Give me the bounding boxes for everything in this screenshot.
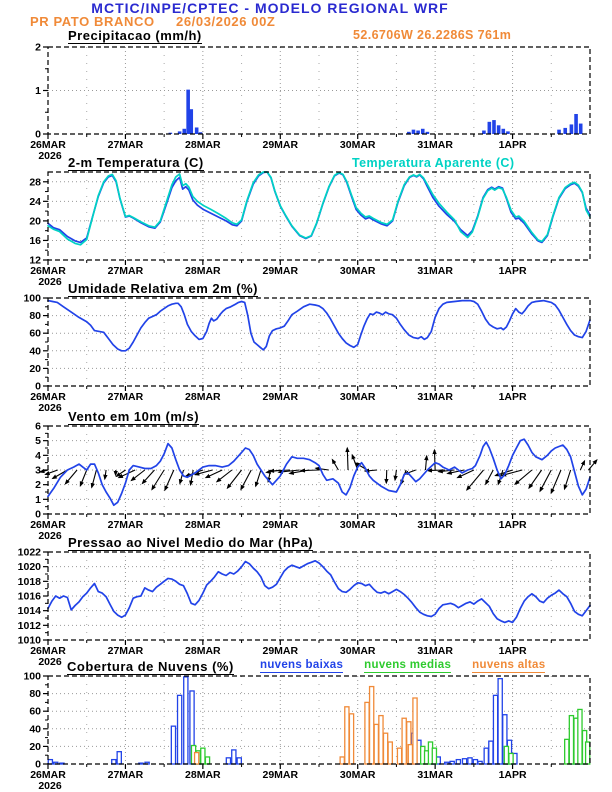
svg-text:28MAR: 28MAR xyxy=(185,769,221,781)
svg-text:29MAR: 29MAR xyxy=(262,139,299,151)
svg-text:2: 2 xyxy=(35,479,41,492)
svg-text:30MAR: 30MAR xyxy=(339,139,376,151)
svg-text:1020: 1020 xyxy=(17,561,41,574)
svg-text:31MAR: 31MAR xyxy=(417,139,453,151)
svg-text:5: 5 xyxy=(35,435,41,448)
panel-title-precipitation: Precipitacao (mm/h) xyxy=(68,28,202,43)
svg-text:27MAR: 27MAR xyxy=(107,769,144,781)
svg-text:26MAR: 26MAR xyxy=(30,645,66,657)
svg-text:31MAR: 31MAR xyxy=(417,519,453,531)
panel-title-humidity: Umidade Relativa em 2m (%) xyxy=(68,281,259,296)
svg-text:31MAR: 31MAR xyxy=(417,769,453,781)
svg-text:30MAR: 30MAR xyxy=(339,769,376,781)
svg-text:80: 80 xyxy=(29,688,41,701)
svg-text:30MAR: 30MAR xyxy=(339,391,376,403)
svg-text:0: 0 xyxy=(35,758,41,771)
svg-text:1018: 1018 xyxy=(17,575,41,588)
svg-text:100: 100 xyxy=(23,670,41,683)
svg-text:16: 16 xyxy=(29,234,41,247)
svg-text:3: 3 xyxy=(35,464,41,477)
svg-text:2: 2 xyxy=(35,41,41,54)
svg-text:1APR: 1APR xyxy=(498,265,527,277)
svg-text:26MAR: 26MAR xyxy=(30,519,66,531)
run-datetime-label: 26/03/2026 00Z xyxy=(176,14,276,29)
panel-title-temperature: 2-m Temperatura (C) xyxy=(68,155,204,170)
svg-text:60: 60 xyxy=(29,327,41,340)
svg-text:28MAR: 28MAR xyxy=(185,645,221,657)
svg-text:0: 0 xyxy=(35,508,41,521)
svg-text:80: 80 xyxy=(29,310,41,323)
svg-text:1: 1 xyxy=(35,493,41,506)
svg-text:29MAR: 29MAR xyxy=(262,265,299,277)
svg-text:27MAR: 27MAR xyxy=(107,519,144,531)
svg-text:26MAR: 26MAR xyxy=(30,265,66,277)
svg-text:28MAR: 28MAR xyxy=(185,139,221,151)
svg-text:2026: 2026 xyxy=(38,656,62,668)
svg-text:31MAR: 31MAR xyxy=(417,645,453,657)
station-label: PR PATO BRANCO xyxy=(30,14,155,29)
svg-text:60: 60 xyxy=(29,705,41,718)
svg-text:0: 0 xyxy=(35,380,41,393)
svg-text:1010: 1010 xyxy=(17,634,41,647)
svg-text:26MAR: 26MAR xyxy=(30,769,66,781)
svg-text:12: 12 xyxy=(29,254,41,267)
svg-text:20: 20 xyxy=(29,362,41,375)
svg-text:27MAR: 27MAR xyxy=(107,391,144,403)
legend-label: nuvens medias xyxy=(364,659,452,671)
svg-text:27MAR: 27MAR xyxy=(107,645,144,657)
svg-text:2026: 2026 xyxy=(38,150,62,162)
svg-text:30MAR: 30MAR xyxy=(339,519,376,531)
svg-text:1APR: 1APR xyxy=(498,769,527,781)
svg-text:40: 40 xyxy=(29,723,41,736)
svg-text:6: 6 xyxy=(35,420,41,433)
svg-text:40: 40 xyxy=(29,345,41,358)
panel-title-pressure: Pressao ao Nivel Medio do Mar (hPa) xyxy=(68,535,314,550)
svg-text:1016: 1016 xyxy=(17,590,41,603)
svg-text:29MAR: 29MAR xyxy=(262,645,299,657)
svg-text:26MAR: 26MAR xyxy=(30,139,66,151)
svg-text:26MAR: 26MAR xyxy=(30,391,66,403)
svg-text:1012: 1012 xyxy=(17,619,41,632)
svg-text:27MAR: 27MAR xyxy=(107,265,144,277)
svg-text:1APR: 1APR xyxy=(498,645,527,657)
svg-text:1APR: 1APR xyxy=(498,391,527,403)
svg-text:20: 20 xyxy=(29,215,41,228)
svg-text:2026: 2026 xyxy=(38,780,62,792)
svg-text:0: 0 xyxy=(35,128,41,141)
svg-text:31MAR: 31MAR xyxy=(417,391,453,403)
svg-text:1: 1 xyxy=(35,85,41,97)
panel-title-wind: Vento em 10m (m/s) xyxy=(68,409,200,424)
svg-text:29MAR: 29MAR xyxy=(262,391,299,403)
legend-label: nuvens altas xyxy=(472,659,546,671)
svg-text:30MAR: 30MAR xyxy=(339,645,376,657)
svg-text:31MAR: 31MAR xyxy=(417,265,453,277)
svg-text:4: 4 xyxy=(35,449,41,462)
svg-text:30MAR: 30MAR xyxy=(339,265,376,277)
svg-text:24: 24 xyxy=(29,195,41,208)
svg-text:2026: 2026 xyxy=(38,402,62,414)
page-title: MCTIC/INPE/CPTEC - MODELO REGIONAL WRF xyxy=(91,0,449,16)
svg-text:29MAR: 29MAR xyxy=(262,519,299,531)
svg-text:28MAR: 28MAR xyxy=(185,519,221,531)
svg-text:1APR: 1APR xyxy=(498,519,527,531)
svg-text:1014: 1014 xyxy=(17,605,41,618)
svg-text:1APR: 1APR xyxy=(498,139,527,151)
svg-text:29MAR: 29MAR xyxy=(262,769,299,781)
apparent-temperature-label: Temperatura Aparente (C) xyxy=(352,156,515,170)
svg-text:20: 20 xyxy=(29,740,41,753)
svg-text:2026: 2026 xyxy=(38,276,62,288)
svg-text:27MAR: 27MAR xyxy=(107,139,144,151)
svg-text:28MAR: 28MAR xyxy=(185,391,221,403)
svg-text:28MAR: 28MAR xyxy=(185,265,221,277)
svg-text:2026: 2026 xyxy=(38,530,62,542)
svg-text:28: 28 xyxy=(29,176,41,189)
svg-text:1022: 1022 xyxy=(17,546,41,559)
svg-text:100: 100 xyxy=(23,292,41,305)
legend-label: nuvens baixas xyxy=(260,659,344,671)
panel-title-clouds: Cobertura de Nuvens (%) xyxy=(67,659,234,674)
location-label: 52.6706W 26.2286S 761m xyxy=(353,28,512,42)
